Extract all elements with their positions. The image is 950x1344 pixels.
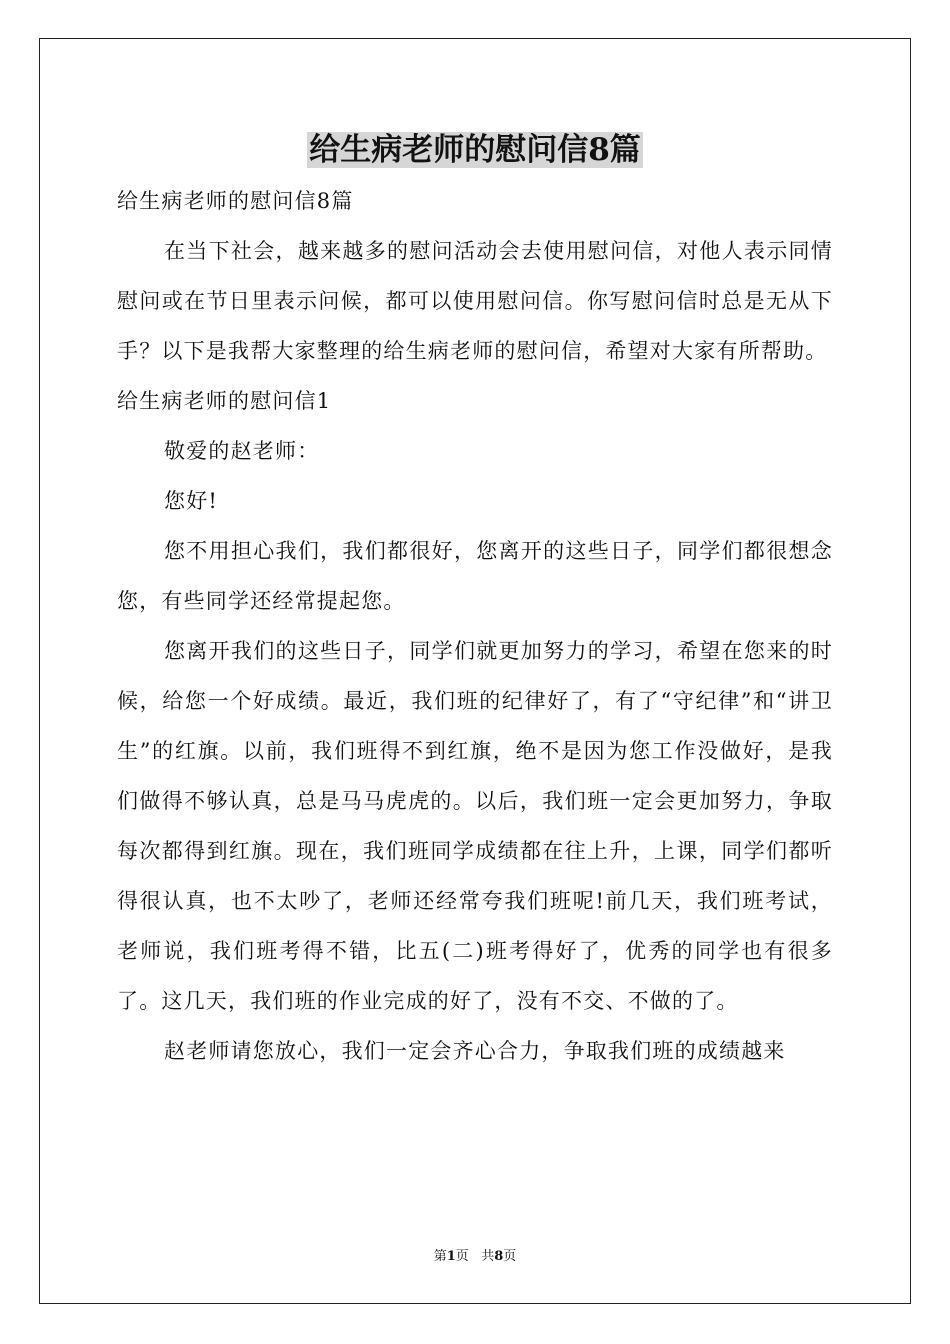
page-footer — [0, 1247, 950, 1267]
intro-paragraph: 在当下社会，越来越多的慰问活动会去使用慰问信，对他人表示同情慰问或在节日里表示问候，都可以使用慰问信。你写慰问信时总是无从下手？以下是我帮大家整理的给生病老师的慰问信，希望对大家有所帮助。 — [117, 239, 833, 363]
total-pages: 8 — [494, 1249, 504, 1264]
letter-greeting: 您好! — [164, 489, 219, 513]
letter-paragraph: 您离开我们的这些日子，同学们就更加努力的学习，希望在您来的时候，给您一个好成绩。最近，我们班的纪律好了，有了“守纪律”和“讲卫生”的红旗。以前，我们班得不到红旗，绝不是因为您工作没做好，是我们做得不够认真，总是马马虎虎的。以后，我们班一定会更加努力，争取每次都得到红旗。现在，我们班同学成绩都在往上升，上课，同学们都听得很认真，也不太吵了，老师还经常夸我们班呢!前几天，我们班考试，老师说，我们班考得不错，比五(二)班考得好了，优秀的同学也有很多了。这几天，我们班的作业完成的好了，没有不交、不做的了。 — [117, 639, 833, 1013]
page-prefix: 第 — [433, 1249, 447, 1264]
letter-paragraph: 赵老师请您放心，我们一定会齐心合力，争取我们班的成绩越来 — [164, 1039, 786, 1063]
letter-salutation: 敬爱的赵老师： — [164, 439, 320, 463]
page-suffix: 页 — [455, 1249, 469, 1264]
document-title-text: 给生病老师的慰问信8篇 — [309, 132, 641, 168]
letter-paragraph: 您不用担心我们，我们都很好，您离开的这些日子，同学们都很想念您，有些同学还经常提起您。 — [117, 539, 833, 613]
document-body — [117, 176, 833, 1076]
total-prefix: 共 — [481, 1249, 495, 1264]
section-heading-1: 给生病老师的慰问信1 — [117, 389, 332, 413]
document-subtitle: 给生病老师的慰问信8篇 — [117, 189, 354, 213]
page-number: 1 — [446, 1249, 456, 1264]
total-suffix: 页 — [503, 1249, 517, 1264]
document-title — [0, 128, 950, 172]
